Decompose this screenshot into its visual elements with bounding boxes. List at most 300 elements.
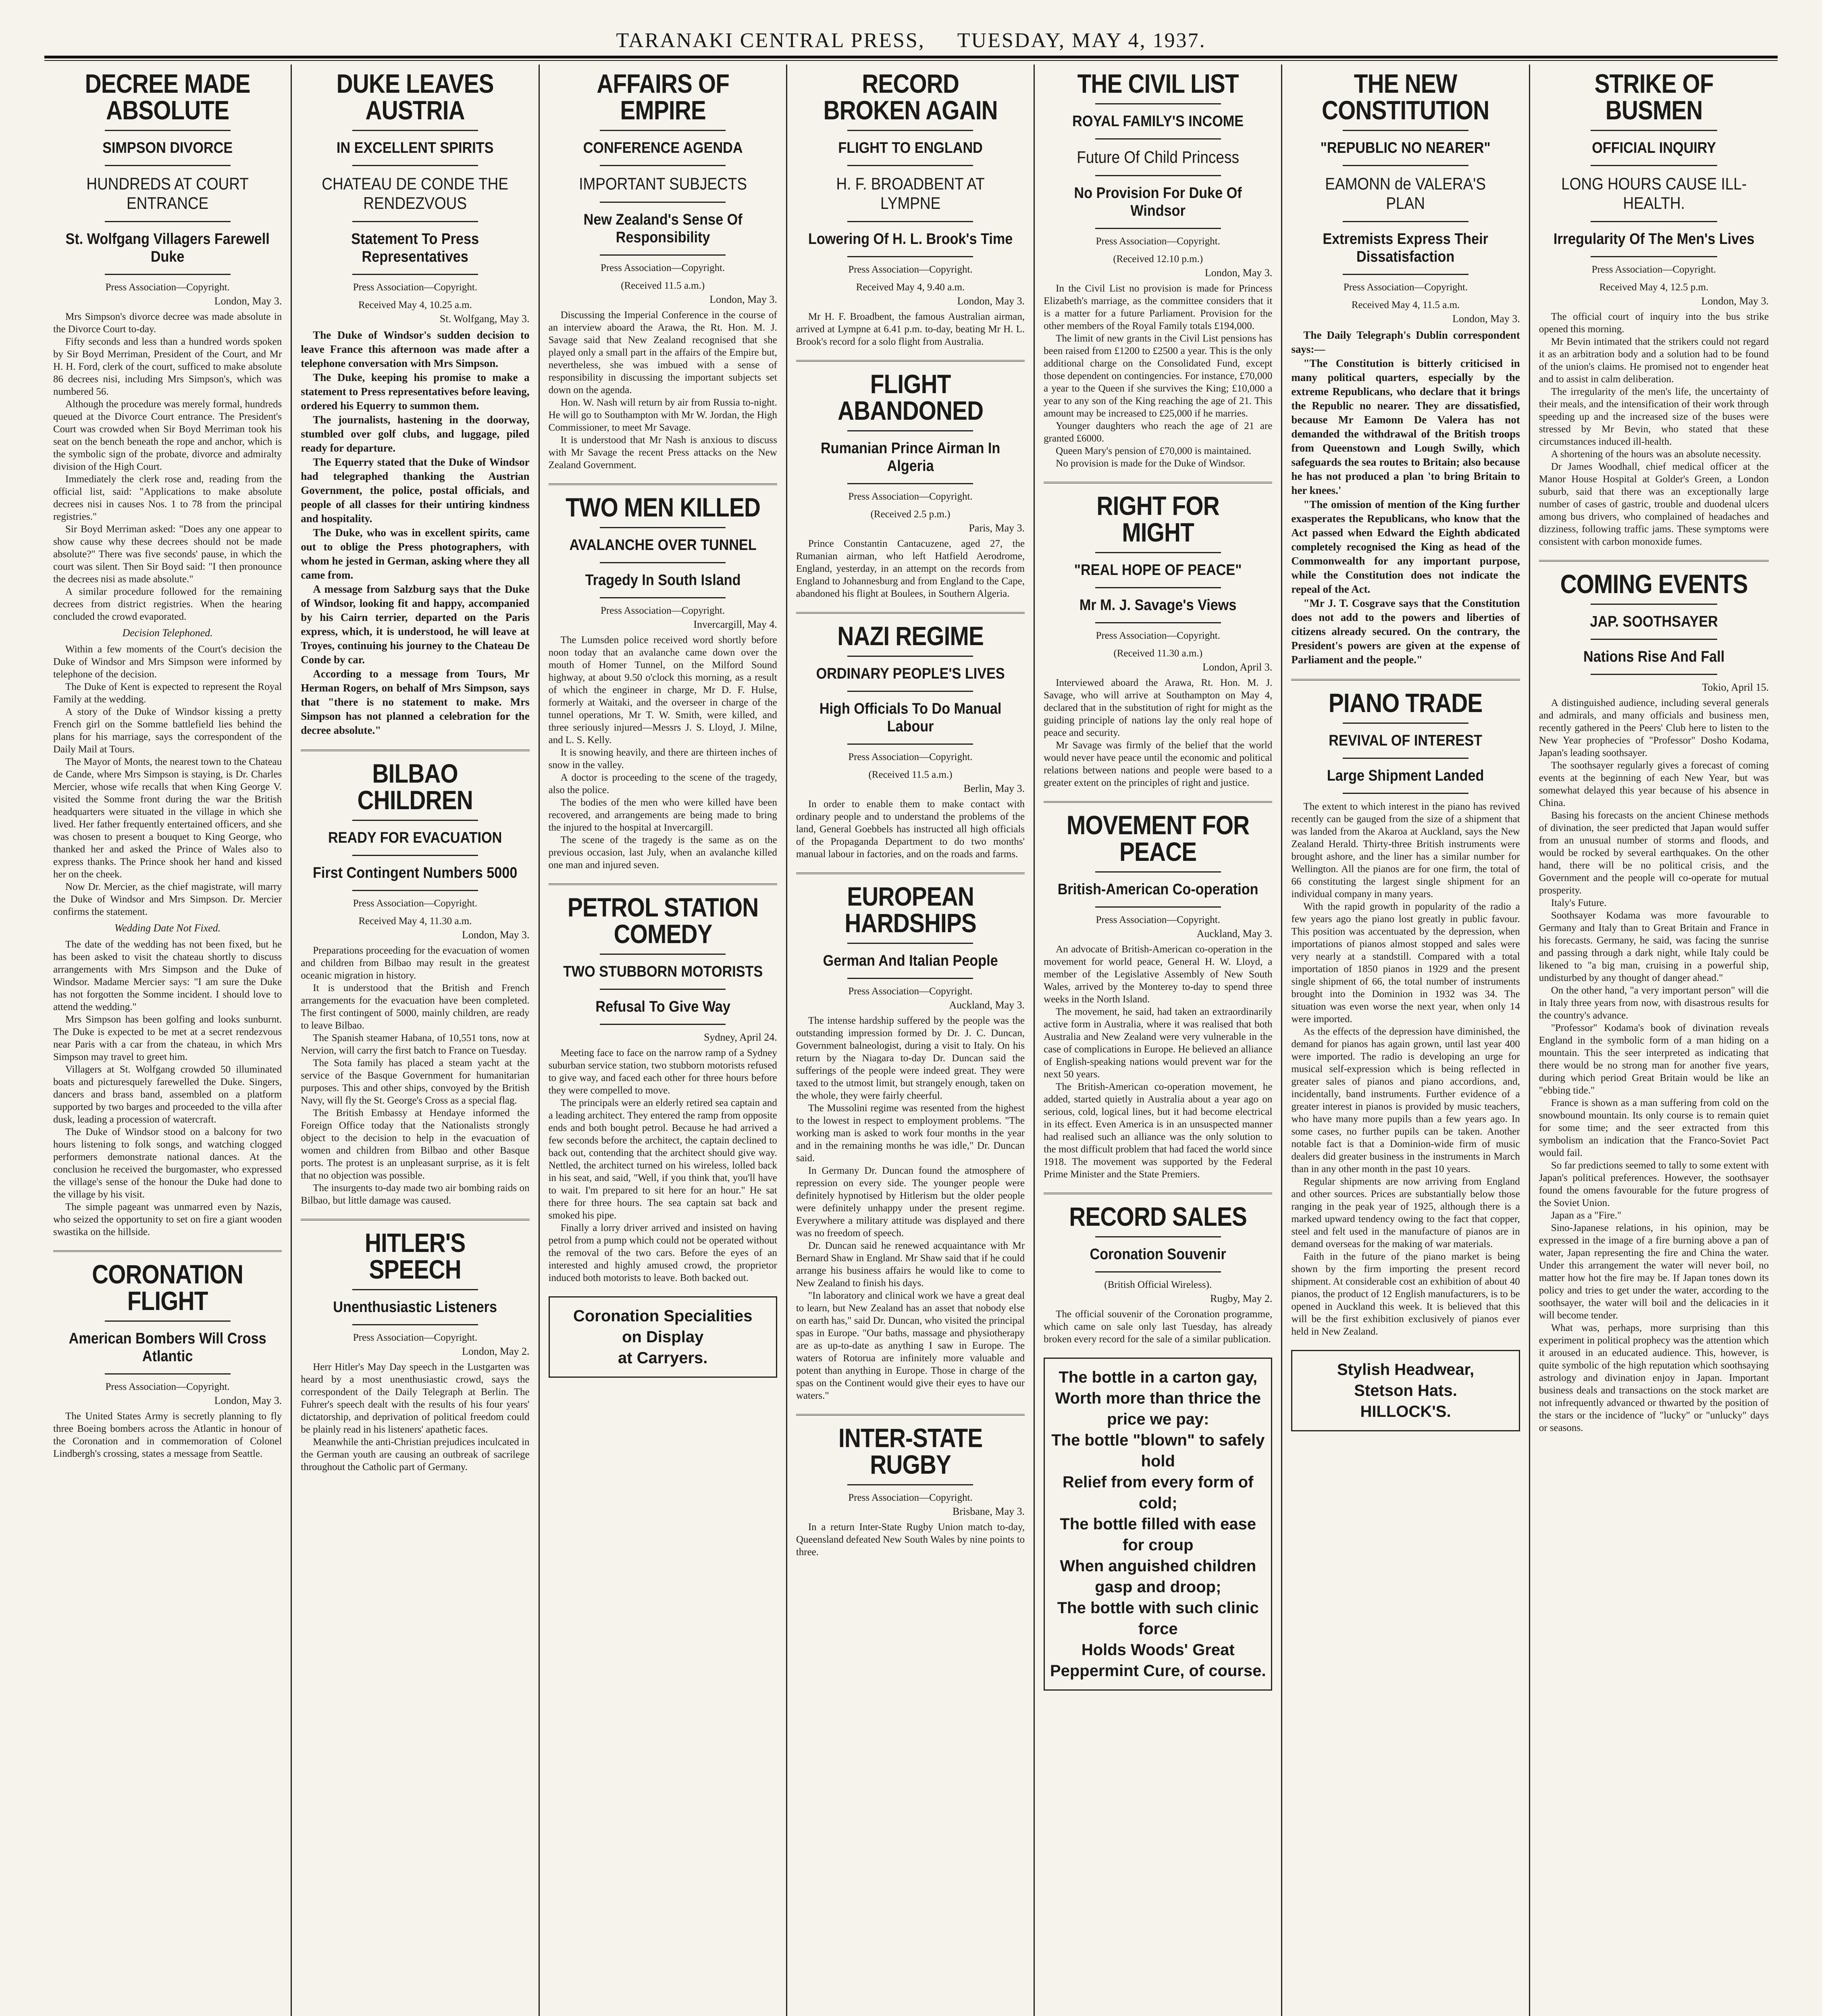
headline-rule (1095, 871, 1221, 873)
masthead-rule (44, 56, 1778, 61)
article-body (796, 1014, 1025, 1402)
article-headline: AFFAIRS OF EMPIRE (596, 69, 729, 125)
issue-date: TUESDAY, MAY 4, 1937. (957, 29, 1206, 52)
article-deck: Rumanian Prince Airman In Algeria (820, 440, 1000, 475)
article-deck: EAMONN de VALERA'S PLAN (1325, 174, 1486, 212)
ad-line: When anguished children gasp and droop; (1060, 1557, 1256, 1596)
paragraph: Preparations proceeding for the evacuation of women and children from Bilbao may result in the greatest oceanic migration in history. (301, 945, 530, 981)
subhead: Decision Telephoned. (122, 627, 213, 639)
paragraph: Japan as a "Fire." (1551, 1210, 1622, 1221)
press-credit: (British Official Wireless). (1104, 1279, 1212, 1290)
paragraph: The official souvenir of the Coronation programme, which came on sale only last Tuesday, has already broken every record for the sale of a similar publication. (1044, 1309, 1273, 1345)
article (549, 70, 777, 471)
headline-rule (847, 1484, 973, 1485)
deck-rule (847, 483, 973, 484)
columns (44, 65, 1778, 2016)
column-2 (292, 65, 539, 2016)
deck-rule (1343, 793, 1468, 794)
deck-rule (105, 165, 231, 166)
paragraph: Mrs Simpson's divorce decree was made absolute in the Divorce Court to-day. (53, 311, 282, 335)
column-5 (1035, 65, 1282, 2016)
paragraph: As the effects of the depression have diminished, the demand for pianos has again grown, until last year 400 were imported. The radio is developing an urge for musical self-expression which is being reflected in greater sales of pianos and piano accordions, and, incidentally, band instruments. Further evidence of a greater interest in pianos is provided by music teachers, who have many more pupils than a few years ago. In some cases, no further pupils can be taken. Another notable fact is that a Dominion-wide firm of music dealers did greater business in the instruments in March than in any other month in the past 10 years. (1291, 1026, 1520, 1175)
dateline: Paris, May 3. (969, 522, 1025, 534)
paragraph: The Equerry stated that the Duke of Windsor had telegraphed thanking the Austrian Government, the police, postal officials, and people of all classes for their untiring kindness and hospitality. (301, 456, 530, 525)
ad-line: The bottle filled with ease for croup (1060, 1515, 1256, 1554)
article-deck: Unenthusiastic Listeners (333, 1299, 497, 1316)
paragraph: Basing his forecasts on the ancient Chinese methods of divination, the seer predicted that Japan would suffer from an unusual number of storms and floods, and would be rocked by several earthquakes. On the other hand, there will be no political crisis, and the Government and the people will co-operate for mutual prosperity. (1539, 810, 1769, 896)
article-body (796, 537, 1025, 600)
article-deck: Extremists Express Their Dissatisfaction (1323, 231, 1489, 265)
deck-rule (1343, 758, 1468, 759)
paragraph: Villagers at St. Wolfgang crowded 50 illuminated boats and picturesquely farewelled the Duke. Singers, dancers and brass band, assembled on a platform supported by two barges and proceeded to the villa after dusk, leading a procession of watercraft. (53, 1064, 282, 1125)
ad-line: at Carryers. (618, 1349, 708, 1367)
paragraph: The Duke of Windsor's sudden decision to leave France this afternoon was made after a telephone conversation with Mrs Simpson. (301, 329, 530, 369)
ad-line: Worth more than thrice the price we pay: (1055, 1389, 1261, 1428)
paragraph: The Mayor of Monts, the nearest town to the Chateau de Cande, where Mrs Simpson is staying, is Dr. Charles Mercier, whose wife recalls that when King George V. visited the Somme front during the war the British headquarters were situated in the village in which she lived. Her father frequently entertained officers, and she was chosen to present a bouquet to King George, who thanked her and asked the Prince of Wales also to express thanks. The Prince shook her hand and kissed her on the cheek. (53, 756, 282, 880)
article-deck: IN EXCELLENT SPIRITS (337, 140, 494, 156)
article-divider (549, 883, 777, 885)
article (1539, 70, 1769, 548)
article-deck: American Bombers Will Cross Atlantic (69, 1330, 266, 1365)
article-headline: RECORD BROKEN AGAIN (823, 69, 998, 125)
paragraph: The limit of new grants in the Civil List pensions has been raised from £1200 to £2500 a year. This is the only additional charge on the Consolidated Fund, except those dependent on contingencies. For instance, £70,000 a year to the Queen if she survives the King; £10,000 a year to any son of the King reaching the age of 21. This amount may be increased to £25,000 if he marries. (1044, 333, 1273, 419)
paragraph: In Germany Dr. Duncan found the atmosphere of repression on every side. The younger people were definitely hypnotised by Hitlerism but the older people were definitely unhappy under the present regime. Everywhere a military attitude was displayed and there was no freedom of speech. (796, 1165, 1025, 1239)
article-deck: Coronation Souvenir (1090, 1246, 1226, 1263)
paragraph: The Daily Telegraph's Dublin correspondent says:— (1291, 329, 1520, 355)
paragraph: Younger daughters who reach the age of 21 are granted £6000. (1044, 421, 1273, 444)
paragraph: Faith in the future of the piano market is being shown by the firm importing the present record shipment. At considerable cost an exhibition of about 40 pianos, the product of 12 English manufacturers, is to be opened in Auckland this week. It is believed that this will be the first exhibition exclusively of pianos ever held in New Zealand. (1291, 1251, 1520, 1337)
article-divider (1044, 801, 1272, 803)
press-credit: Press Association—Copyright. (848, 491, 973, 502)
subhead: Wedding Date Not Fixed. (114, 922, 221, 934)
article-headline: DUKE LEAVES AUSTRIA (336, 69, 494, 125)
dateline: Sydney, April 24. (704, 1031, 777, 1043)
press-credit: Press Association—Copyright. (1591, 264, 1716, 275)
article (796, 612, 1025, 860)
article-deck: Future Of Child Princess (1077, 148, 1240, 167)
paragraph: The soothsayer regularly gives a forecast of coming events at the beginning of each New Year, but was somewhat delayed this year because of his absence in China. (1539, 760, 1769, 808)
deck-rule (600, 254, 726, 256)
deck-rule (1095, 228, 1221, 229)
dateline: London, May 3. (1701, 295, 1769, 307)
ad-line: Holds Woods' Great Peppermint Cure, of course. (1050, 1641, 1266, 1680)
headline-rule (105, 130, 231, 131)
dateline: Invercargill, May 4. (693, 619, 777, 630)
article-headline: RIGHT FOR MIGHT (1096, 491, 1219, 547)
deck-rule (352, 165, 478, 166)
article-deck: Refusal To Give Way (595, 998, 730, 1015)
article (549, 483, 777, 871)
deck-rule (600, 202, 726, 203)
headline-rule (1095, 1236, 1221, 1237)
headline-rule (352, 820, 478, 821)
deck-rule (105, 1373, 231, 1375)
press-credit: Press Association—Copyright. (848, 264, 973, 275)
received-time: (Received 11.5 a.m.) (621, 280, 705, 291)
article-deck: JAP. SOOTHSAYER (1590, 613, 1718, 630)
article-body (53, 310, 282, 1238)
article-deck: "REPUBLIC NO NEARER" (1321, 140, 1491, 156)
ad-line: Coronation Specialities (573, 1307, 753, 1325)
paragraph: Prince Constantin Cantacuzene, aged 27, the Rumanian airman, who left Hatfield Aerodrome, England, yesterday, in an attempt on the records from England to Johannesburg and from England to the Cape, abandoned his flight at Boulees, in Southern Algeria. (796, 538, 1025, 599)
received-time: Received May 4, 10.25 a.m. (358, 300, 472, 310)
article-deck: ORDINARY PEOPLE'S LIVES (816, 665, 1005, 682)
paragraph: The British Embassy at Hendaye informed the Foreign Office today that the Nationalists strongly object to the decision to help in the evacuation of women and children from Bilbao and other Basque ports. The protest is an unpleasant surprise, as it is felt that no objection was possible. (301, 1108, 530, 1181)
deck-rule (1343, 165, 1468, 166)
received-time: (Received 11.5 a.m.) (868, 769, 953, 780)
article-headline: FLIGHT ABANDONED (837, 369, 984, 425)
dateline: Rugby, May 2. (1210, 1293, 1273, 1304)
paragraph: The Spanish steamer Habana, of 10,551 tons, now at Nervion, will carry the first batch to France on Tuesday. (301, 1033, 530, 1056)
paragraph: Mrs Simpson has been golfing and looks sunburnt. The Duke is expected to be met at a secret rendezvous near Paris with a car from the chateau, in which Mrs Simpson may travel to greet him. (53, 1014, 282, 1062)
article-divider (1044, 482, 1272, 483)
deck-rule (352, 274, 478, 275)
headline-rule (600, 954, 726, 955)
received-time: Received May 4, 11.5 a.m. (1351, 300, 1460, 310)
paragraph: Sino-Japanese relations, in his opinion, may be expressed in the image of a fire burning above a pan of water, Japan representing the fire and China the water. Under this arrangement the water will never boil, no matter how hot the fire may be. If Japan tones down its policy and tries to get under the water, according to the soothsayer, the water will boil and the delicacies in it will become tender. (1539, 1223, 1769, 1321)
headline-rule (352, 130, 478, 131)
ad-line: The bottle with such clinic force (1057, 1599, 1259, 1638)
article-body (1044, 943, 1272, 1181)
article-deck: German And Italian People (823, 952, 998, 969)
article (1539, 560, 1769, 1434)
article-deck: St. Wolfgang Villagers Farewell Duke (65, 231, 270, 265)
deck-rule (1591, 639, 1717, 640)
article-divider (1044, 1193, 1272, 1194)
paragraph: Italy's Future. (1551, 898, 1607, 908)
column-3 (540, 65, 787, 2016)
press-credit: Press Association—Copyright. (848, 752, 973, 762)
article-body (1044, 1308, 1272, 1345)
headline-rule (1591, 130, 1717, 131)
deck-rule (600, 165, 726, 166)
article-deck: AVALANCHE OVER TUNNEL (569, 537, 757, 554)
dateline: London, May 3. (214, 295, 282, 307)
paragraph: In order to enable them to make contact with ordinary people and to understand the problems of the land, General Goebbels has instructed all high officials of the Propaganda Department to do two months' manual labour in factories, and on the roads and farms. (796, 799, 1025, 860)
deck-rule (1591, 674, 1717, 675)
paragraph: Now Dr. Mercier, as the chief magistrate, will marry the Duke of Windsor and Mrs Simpson. Dr. Mercier confirms the statement. (53, 881, 282, 917)
article-deck: Mr M. J. Savage's Views (1079, 597, 1237, 614)
dateline: Auckland, May 3. (949, 999, 1025, 1011)
article-deck: Lowering Of H. L. Brook's Time (808, 231, 1013, 248)
paragraph: The Sota family has placed a steam yacht at the service of the Basque Government for humanitarian purposes. This and other ships, convoyed by the British Navy, will fly the St. George's Cross as a special flag. (301, 1058, 530, 1106)
article-deck: No Provision For Duke Of Windsor (1074, 185, 1242, 219)
deck-rule (105, 221, 231, 222)
paragraph: No provision is made for the Duke of Windsor. (1056, 458, 1246, 469)
article-body (1044, 677, 1272, 789)
paragraph: The principals were an elderly retired sea captain and a leading architect. They entered the ramp from opposite ends and both bought petrol. Because he had arrived a few seconds before the architect, the captain declined to back out, contending that the architect should give way. Nettled, the architect turned on his wireless, lolled back in his seat, and said, "Well, if you think that, you'll have to wait. I'm prepared to sit here for an hour." He sat there for three hours. The sea captain sat back and smoked his pipe. (548, 1098, 777, 1221)
paragraph: The scene of the tragedy is the same as on the previous occasion, last July, when an avalanche killed one man and injured seven. (548, 835, 777, 871)
press-credit: Press Association—Copyright. (105, 282, 230, 293)
deck-rule (1095, 175, 1221, 176)
article-headline: HITLER'S SPEECH (365, 1228, 466, 1284)
deck-rule (847, 165, 973, 166)
deck-rule (1343, 274, 1468, 275)
paragraph: The extent to which interest in the piano has revived recently can be gauged from the size of a shipment that was landed from the Akaroa at Auckland, says the New Zealand Herald. Thirty-three British instruments were brought ashore, and the liner has a similar number for Wellington. All the pianos are for one firm, the total of 66 constituting the largest single shipment for an individual company in many years. (1291, 801, 1520, 900)
headline-rule (600, 527, 726, 528)
paragraph: The British-American co-operation movement, he added, started quietly in Australia about a year ago on serious, cold, logical lines, but it had become electrical in its effect. Even America is in an unsuspected manner had realised such an alliance was the only solution to the most difficult problem that had faced the world since 1918. The movement was supported by the Federal Prime Minister and the State Premiers. (1044, 1081, 1273, 1180)
article-deck: British-American Co-operation (1057, 881, 1258, 898)
dateline: St. Wolfgang, May 3. (439, 313, 530, 325)
article-deck: HUNDREDS AT COURT ENTRANCE (86, 174, 249, 212)
deck-rule (105, 274, 231, 275)
press-credit: Press Association—Copyright. (1096, 914, 1220, 925)
paragraph: The movement, he said, had taken an extraordinarily active form in Australia, where it was realised that both Australia and New Zealand were very vulnerable in the case of complications in Europe. He believed an alliance of English-speaking nations would prevent war for the next 50 years. (1044, 1006, 1273, 1080)
paragraph: So far predictions seemed to tally to some extent with Japan's political preferences. However, the soothsayer found the omens favourable for the future progress of the Soviet Union. (1539, 1160, 1769, 1208)
ad-line: HILLOCK'S. (1360, 1403, 1451, 1420)
headline-rule (1095, 103, 1221, 104)
headline-rule (1095, 552, 1221, 553)
article-body (1539, 697, 1769, 1434)
headline-rule (352, 1289, 478, 1290)
paragraph: Mr Bevin intimated that the strikers could not regard it as an arbitration body and a solution had to be found of the union's claims. He promised not to engender heat and to assist in calm deliberation. (1539, 336, 1769, 385)
advertisement (1291, 1350, 1520, 1431)
paragraph: It is understood that Mr Nash is anxious to discuss with Mr Savage the recent Press attacks on the New Zealand Government. (548, 435, 777, 471)
article-body (549, 634, 777, 871)
dateline: London, May 3. (1452, 313, 1520, 325)
paper-title: TARANAKI CENTRAL PRESS, (616, 29, 925, 52)
paragraph: Mr Savage was firmly of the belief that the world would never have peace until the economic and political relations between nations and people were based to a greater extent on the principles of right and justice. (1044, 740, 1273, 788)
deck-rule (847, 221, 973, 222)
paragraph: The Mussolini regime was resented from the highest to the lowest in respect to employment problems. "The working man is asked to work four months in the year and in the remaining months he was idle," Dr. Duncan said. (796, 1103, 1025, 1164)
article-headline: TWO MEN KILLED (565, 492, 760, 522)
article-headline: MOVEMENT FOR PEACE (1067, 810, 1250, 866)
article-body (1291, 328, 1520, 667)
deck-rule (352, 221, 478, 222)
press-credit: Press Association—Copyright. (1096, 630, 1220, 641)
received-time: Received May 4, 12.5 p.m. (1599, 282, 1709, 293)
headline-rule (105, 1320, 231, 1322)
article-deck: SIMPSON DIVORCE (102, 140, 233, 156)
paragraph: In the Civil List no provision is made for Princess Elizabeth's marriage, as the committee considers that it is a matter for a future Parliament. Provision for the other members of the Royal Family totals £194,000. (1044, 283, 1273, 331)
paragraph: The date of the wedding has not been fixed, but he has been asked to visit the chateau shortly to discuss arrangements with Mrs Simpson and the Duke of Windsor. Madame Mercier says: "I am sure the Duke has not forgotten the Somme incident. I should love to attend the wedding." (53, 939, 282, 1012)
article-divider (1291, 679, 1520, 681)
press-credit: Press Association—Copyright. (105, 1381, 230, 1392)
article-deck: High Officials To Do Manual Labour (819, 700, 1002, 735)
deck-rule (600, 562, 726, 563)
article-divider (796, 360, 1025, 362)
article-headline: STRIKE OF BUSMEN (1594, 69, 1714, 125)
paragraph: The Duke of Kent is expected to represent the Royal Family at the wedding. (53, 681, 282, 705)
dateline: Brisbane, May 3. (953, 1506, 1025, 1517)
article (53, 1250, 282, 1460)
article (1044, 70, 1272, 470)
advertisement (1044, 1358, 1272, 1691)
deck-rule (352, 855, 478, 856)
paragraph: Discussing the Imperial Conference in the course of an interview aboard the Arawa, the Rt. Hon. M. J. Savage said that New Zealand recognised that she played only a small part in the affairs of the Empire but, nevertheless, she was imbued with a sense of responsibility in discussing the important subjects set down on the agenda. (548, 310, 777, 396)
paragraph: Finally a lorry driver arrived and insisted on having petrol from a pump which could not be operated without the removal of the two cars. Before the eyes of an interested and highly amused crowd, the proprietor induced both motorists to leave. Both backed out. (548, 1223, 777, 1283)
article-deck: First Contingent Numbers 5000 (313, 864, 518, 881)
article-deck: CHATEAU DE CONDE THE RENDEZVOUS (322, 174, 509, 212)
paragraph: On the other hand, "a very important person" will die in Italy three years from now, with disastrous results for the country's advance. (1539, 985, 1769, 1021)
press-credit: Press Association—Copyright. (848, 986, 973, 997)
article-divider (53, 1250, 282, 1252)
paragraph: An advocate of British-American co-operation in the movement for world peace, General H. W. Lloyd, a member of the Legislative Assembly of New South Wales, arrived by the Monterey to-day to spend three weeks in the North Island. (1044, 944, 1273, 1005)
deck-rule (1343, 221, 1468, 222)
column-7 (1530, 65, 1778, 2016)
article-deck: FLIGHT TO ENGLAND (838, 140, 983, 156)
paragraph: Fifty seconds and less than a hundred words spoken by Sir Boyd Merriman, President of the Court, and Mr H. H. Ford, clerk of the court, sufficed to make absolute 86 decrees nisi, including Mrs Simpson's, which was numbered 56. (53, 336, 282, 397)
column-1 (44, 65, 292, 2016)
paragraph: Immediately the clerk rose and, reading from the official list, said: "Applications to make absolute decrees nisi in causes Nos. 1 to 78 from the principal registries." (53, 474, 282, 522)
article (53, 70, 282, 1238)
press-credit: Press Association—Copyright. (1343, 282, 1468, 293)
article (301, 1219, 529, 1473)
dateline: London, May 3. (1204, 267, 1273, 279)
deck-rule (1095, 1271, 1221, 1272)
deck-rule (847, 256, 973, 257)
article-body (1539, 310, 1769, 548)
article (796, 1414, 1025, 1558)
headline-rule (1343, 130, 1468, 131)
article-deck: TWO STUBBORN MOTORISTS (563, 963, 763, 980)
dateline: London, May 3. (957, 295, 1025, 307)
article (1044, 1193, 1272, 1345)
paragraph: Dr. Duncan said he renewed acquaintance with Mr Bernard Shaw in England. Mr Shaw said that if he could arrange his business affairs he would like to come to New Zealand to finish his days. (796, 1240, 1025, 1289)
article-body (53, 1410, 282, 1460)
article-body (796, 1521, 1025, 1558)
article-deck: H. F. BROADBENT AT LYMPNE (836, 174, 985, 212)
dateline: Auckland, May 3. (1196, 928, 1273, 939)
article-body (796, 310, 1025, 348)
paragraph: According to a message from Tours, Mr Herman Rogers, on behalf of Mrs Simpson, says that "there is no statement to make. Mrs Simpson has not planned a celebration for the decree absolute." (301, 668, 530, 736)
paragraph: A message from Salzburg says that the Duke of Windsor, looking fit and happy, accompanied by his Cairn terrier, departed on the Paris express, which, it is understood, he will leave at Troyes, continuing his journey to the Chateau De Conde by car. (301, 583, 530, 666)
paragraph: Within a few moments of the Court's decision the Duke of Windsor and Mrs Simpson were informed by telephone of the decision. (53, 644, 282, 680)
article-headline: INTER-STATE RUGBY (838, 1423, 983, 1479)
paragraph: Regular shipments are now arriving from England and other sources. Prices are substantially below those ranging in the peak year of 1925, although there is a marked upward tendency owing to the fact that copper, steel and felt used in the manufacture of pianos are in demand overseas for the making of war materials. (1291, 1176, 1520, 1250)
paragraph: The journalists, hastening in the doorway, stumbled over golf clubs, and luggage, piled ready for departure. (301, 414, 530, 454)
article (1044, 482, 1272, 789)
paragraph: Queen Mary's pension of £70,000 is maintained. (1056, 446, 1252, 456)
ad-line: on Display (622, 1328, 704, 1346)
dateline: Berlin, May 3. (963, 783, 1025, 794)
article-headline: DECREE MADE ABSOLUTE (85, 69, 250, 125)
column-4 (787, 65, 1035, 2016)
paragraph: It is snowing heavily, and there are thirteen inches of snow in the valley. (548, 747, 777, 771)
deck-rule (1095, 138, 1221, 140)
article-headline: THE CIVIL LIST (1077, 69, 1239, 98)
press-credit: Press Association—Copyright. (601, 605, 725, 616)
paragraph: Meanwhile the anti-Christian prejudices inculcated in the German youth are causing an outbreak of sacrilege throughout the Catholic part of Germany. (301, 1437, 530, 1472)
paragraph: A distinguished audience, including several generals and admirals, and many officials and business men, recently gathered in the Peers' Club here to listen to the New Year prophecies of "Professor" Dosho Kodama, Japan's leading soothsayer. (1539, 698, 1769, 758)
advertisement (549, 1296, 777, 1378)
ad-line: The bottle in a carton gay, (1059, 1368, 1258, 1386)
paragraph: "Mr J. T. Cosgrave says that the Constitution does not add to the powers and liberties of citizens already secured. On the contrary, the President's powers are given at the expense of Parliament and the people." (1291, 597, 1520, 666)
paragraph: The Duke, keeping his promise to make a statement to Press representatives before leaving, ordered his Equerry to summon them. (301, 371, 530, 412)
article-divider (796, 612, 1025, 614)
paragraph: The Duke, who was in excellent spirits, came out to oblige the Press photographers, with whom he jested in German, asking where they all came from. (301, 527, 530, 581)
dateline: London, May 2. (462, 1345, 530, 1357)
article-headline: PIANO TRADE (1329, 688, 1483, 718)
paragraph: The Lumsden police received word shortly before noon today that an avalanche came down over the mouth of Homer Tunnel, on the Milford Sound highway, at about 9.50 o'clock this morning, as a result of which the engineer in charge, Mr D. F. Hulse, formerly at Waitaki, and the overseer in charge of the tunnel operations, Mr T. W. Smith, were killed, and three seriously injured—Messrs J. S. Lloyd, J. Milne, and L. S. Kelly. (548, 635, 777, 746)
article (301, 750, 529, 1207)
article-divider (1539, 560, 1769, 562)
article-body (796, 798, 1025, 860)
paragraph: Although the procedure was merely formal, hundreds queued at the Divorce Court entrance. The President's Court was crowded when Sir Boyd Merriman took his seat on the bench beneath the rope and anchor, which is the symbolic sign of the probate, divorce and admiralty division of the High Court. (53, 399, 282, 472)
deck-rule (1095, 906, 1221, 908)
paragraph: "The omission of mention of the King further exasperates the Republicans, who know that the Act passed when Edward the Eighth abdicated completely recognised the King as head of the Commonwealth for any important purpose, while the Constitution does not indicate the repeal of the Act. (1291, 498, 1520, 595)
article (796, 360, 1025, 600)
article-deck: "REAL HOPE OF PEACE" (1074, 562, 1242, 579)
headline-rule (847, 943, 973, 944)
deck-rule (600, 1024, 726, 1025)
dateline: London, April 3. (1202, 661, 1273, 673)
article-headline: THE NEW CONSTITUTION (1322, 69, 1489, 125)
deck-rule (600, 597, 726, 598)
deck-rule (1591, 165, 1717, 166)
paragraph: A shortening of the hours was an absolute necessity. (1551, 449, 1761, 460)
headline-rule (847, 430, 973, 431)
article-deck: ROYAL FAMILY'S INCOME (1072, 113, 1244, 130)
article-headline: EUROPEAN HARDSHIPS (844, 881, 976, 938)
press-credit: Press Association—Copyright. (1096, 236, 1220, 247)
deck-rule (1591, 221, 1717, 222)
deck-rule (847, 691, 973, 692)
article-deck: Irregularity Of The Men's Lives (1553, 231, 1755, 248)
article-deck: Large Shipment Landed (1327, 767, 1484, 784)
paragraph: A story of the Duke of Windsor kissing a pretty French girl on the Somme battlefield lies behind the plans for his marriage, says the correspondent of the Daily Mail at Tours. (53, 706, 282, 755)
received-time: Received May 4, 9.40 a.m. (856, 282, 965, 293)
deck-rule (847, 978, 973, 979)
paragraph: "The Constitution is bitterly criticised in many political quarters, especially by the extreme Republicans, who declare that it brings the Republic no nearer. They are dissatisfied, because Mr Eamonn De Valera has not demanded the withdrawal of the British troops from Queenstown and Lough Swilly, which safeguards the sea routes to Britain; also because he has not produced a plan 'to bring Britain to her knees.' (1291, 357, 1520, 496)
article-deck: New Zealand's Sense Of Responsibility (583, 211, 743, 246)
article-body (301, 1361, 529, 1473)
paragraph: A similar procedure followed for the remaining decrees from district registries. When the hearing concluded the crowd evaporated. (53, 586, 282, 622)
paragraph: The Duke of Windsor stood on a balcony for two hours listening to folk songs, and watching clogged performers demonstrate national dances. At the conclusion he received the burgomaster, who expressed the village's sense of the honour the Duke had done to the village by his visit. (53, 1127, 282, 1200)
article (796, 873, 1025, 1402)
press-credit: Press Association—Copyright. (848, 1492, 973, 1503)
paragraph: Mr H. F. Broadbent, the famous Australian airman, arrived at Lympne at 6.41 p.m. to-day, beating Mr H. L. Brook's record for a solo flight from Australia. (796, 311, 1025, 347)
paragraph: Dr James Woodhall, chief medical officer at the Manor House Hospital at Golder's Green, a London suburb, said that there was an exceptionally large number of cases of gastric, trouble and duodenal ulcers among bus drivers, who complained of headaches and dizziness, following traffic jams. These symptoms were consistent with carbon monoxide fumes. (1539, 461, 1769, 547)
masthead (44, 28, 1778, 52)
headline-rule (1591, 604, 1717, 605)
ad-line: Stetson Hats. (1354, 1382, 1457, 1400)
press-credit: Press Association—Copyright. (353, 898, 478, 909)
article-deck: LONG HOURS CAUSE ILL-HEALTH. (1561, 174, 1747, 212)
article-headline: CORONATION FLIGHT (92, 1259, 243, 1316)
paragraph: The official court of inquiry into the bus strike opened this morning. (1539, 311, 1769, 335)
paragraph: In a return Inter-State Rugby Union match to-day, Queensland defeated New South Wales by nine points to three. (796, 1522, 1025, 1558)
headline-rule (847, 130, 973, 131)
deck-rule (1591, 256, 1717, 257)
press-credit: Press Association—Copyright. (353, 1332, 478, 1343)
article-deck: OFFICIAL INQUIRY (1591, 140, 1716, 156)
article-headline: BILBAO CHILDREN (357, 758, 473, 815)
paragraph: Interviewed aboard the Arawa, Rt. Hon. M. J. Savage, who will arrive at Southampton on May 4, declared that in the substitution of right for might as the guiding principle of nations lay the only real hope of peace and security. (1044, 677, 1273, 738)
deck-rule (847, 744, 973, 745)
paragraph: Herr Hitler's May Day speech in the Lustgarten was heard by a most unenthusiastic crowd, says the correspondent of the Daily Telegraph at Berlin. The Fuhrer's speech dealt with the results of his four years' dictatorship, and deprivation of political freedom could be plainly read in his listeners' apathetic faces. (301, 1362, 530, 1435)
deck-rule (600, 989, 726, 990)
paragraph: The United States Army is secretly planning to fly three Boeing bombers across the Atlantic in honour of the Coronation and in commemoration of Colonel Lindbergh's crossing, states a message from Seattle. (53, 1411, 282, 1459)
paragraph: France is shown as a man suffering from cold on the snowbound mountain. Its only course is to remain quiet for some time; and the seer extracted from this symbolism an indication that the Franco-Soviet Pact would fail. (1539, 1098, 1769, 1158)
article (301, 70, 529, 737)
article-divider (301, 750, 529, 751)
paragraph: "Professor" Kodama's book of divination reveals England in the symbolic form of a man hiding on a mountain. This the seer interpreted as indicating that there would be no strong man for another five years, during which period Great Britain would be like an "ebbing tide." (1539, 1023, 1769, 1096)
deck-rule (1095, 622, 1221, 623)
dateline: Tokio, April 15. (1702, 681, 1769, 693)
article-deck: IMPORTANT SUBJECTS (578, 174, 747, 193)
received-time: (Received 2.5 p.m.) (870, 509, 951, 520)
received-time: (Received 12.10 p.m.) (1113, 254, 1203, 264)
article (1291, 679, 1520, 1338)
paragraph: It is understood that the British and French arrangements for the evacuation have been completed. The first contingent of 5000, mainly children, are ready to leave Bilbao. (301, 983, 530, 1031)
article-divider (796, 873, 1025, 874)
paragraph: What was, perhaps, more surprising than this experiment in political prophecy was the attention which it aroused in an educated audience. This, however, is quite symbolic of the high reputation which soothsaying astrology and divination enjoy in Japan. Important business deals and transactions on the stock market are not infrequently advanced or thwarted by the position of the stars or the incidence of "lucky" or "unlucky" days or seasons. (1539, 1322, 1769, 1433)
article-deck: CONFERENCE AGENDA (583, 140, 743, 156)
article-deck: Nations Rise And Fall (1583, 648, 1724, 665)
article-body (301, 328, 529, 737)
ad-line: The bottle "blown" to safely hold (1051, 1431, 1265, 1470)
